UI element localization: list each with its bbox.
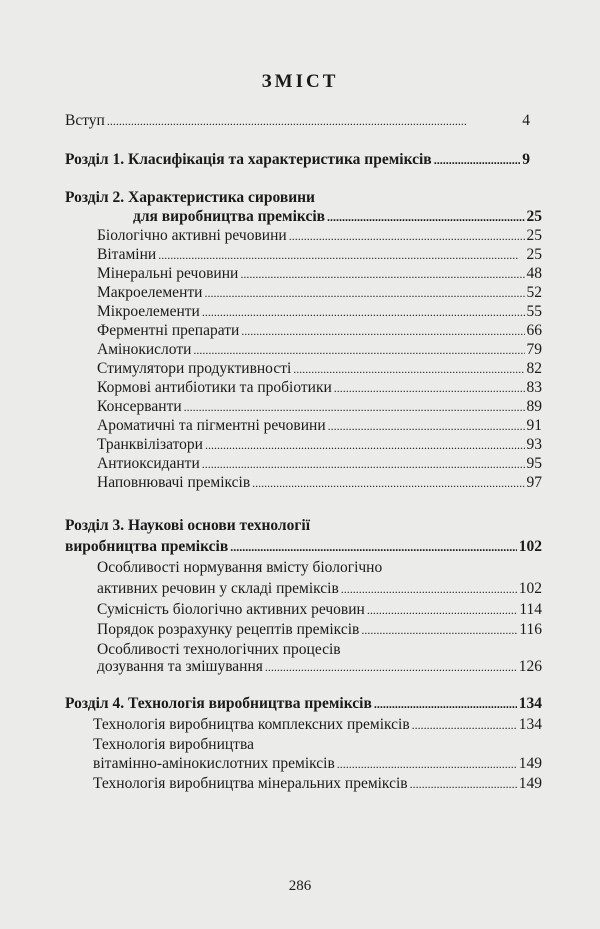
toc-subentry[interactable] (97, 321, 542, 341)
toc-page-number: 91 (526, 417, 542, 434)
toc-entry-label: Ароматичні та пігментні речовини (97, 417, 326, 434)
toc-entry-label: активних речовин у складі преміксів (97, 580, 339, 597)
toc-subentry[interactable] (97, 454, 542, 474)
leader-dots (327, 207, 524, 227)
toc-entry-label: Транквілізатори (97, 436, 203, 453)
toc-subentry[interactable] (97, 226, 542, 246)
toc-entry-section-4[interactable] (65, 694, 542, 714)
toc-subentry[interactable] (97, 579, 542, 599)
leader-dots (374, 694, 517, 714)
toc-page-number: 134 (518, 716, 542, 733)
toc-entry-label: дозування та змішування (97, 658, 263, 675)
toc-title: ЗМІСТ (261, 71, 339, 92)
toc-subentry[interactable] (97, 264, 542, 284)
toc-entry-label: Амінокислоти (97, 341, 192, 358)
toc-subentry[interactable] (97, 473, 542, 493)
leader-dots (252, 473, 524, 493)
leader-dots (367, 600, 518, 620)
leader-dots (204, 283, 524, 303)
toc-entry-label: Розділ 4. Технологія виробництва преміксів (65, 695, 372, 712)
toc-entry-label: Технологія виробництва мінеральних преміксів (93, 775, 408, 792)
toc-subentry[interactable] (97, 378, 542, 398)
toc-page-number: 102 (518, 580, 542, 597)
toc-page-number: 134 (518, 695, 542, 712)
toc-entry-label: Сумісність біологічно активних речовин (97, 601, 365, 618)
toc-page-number: 126 (518, 658, 542, 675)
leader-dots (361, 620, 517, 640)
toc-entry-label: Кормові антибіотики та пробіотики (97, 379, 332, 396)
toc-subentry[interactable] (97, 435, 542, 455)
toc-page-number: 116 (519, 621, 542, 638)
toc-entry-label: Вступ (65, 112, 105, 129)
leader-dots (412, 715, 517, 735)
leader-dots (193, 340, 524, 360)
toc-entry-label: вітамінно-амінокислотних преміксів (93, 755, 335, 772)
page-number: 286 (288, 878, 312, 894)
toc-entry-label: Вітаміни (97, 246, 157, 263)
toc-subentry-line1: Особливості нормування вмісту біологічно (97, 559, 383, 576)
toc-page-number: 149 (518, 775, 542, 792)
toc-subentry[interactable] (93, 715, 542, 735)
leader-dots (230, 537, 517, 557)
leader-dots (202, 302, 525, 322)
leader-dots (328, 416, 525, 436)
leader-dots (337, 754, 517, 774)
leader-dots (265, 657, 517, 677)
toc-entry-label: Біологічно активні речовини (97, 227, 287, 244)
toc-page-number: 97 (526, 474, 542, 491)
toc-entry-section-2[interactable] (133, 207, 542, 227)
toc-page-number: 89 (526, 398, 542, 415)
toc-page-number: 149 (518, 755, 542, 772)
toc-entry-label: Консерванти (97, 398, 182, 415)
toc-entry-label: Стимулятори продуктивності (97, 360, 292, 377)
leader-dots (410, 774, 517, 794)
toc-entry-label: Ферментні препарати (97, 322, 240, 339)
toc-page-number: 25 (526, 246, 542, 263)
toc-subentry[interactable] (93, 774, 542, 794)
toc-section-2-heading: Розділ 2. Характеристика сировини (65, 189, 315, 206)
toc-entry-label: Антиоксиданти (97, 455, 200, 472)
leader-dots (202, 454, 525, 474)
toc-page-number: 93 (526, 436, 542, 453)
toc-entry-label: виробництва преміксів (65, 538, 229, 555)
toc-page-number: 25 (526, 208, 542, 225)
toc-subentry[interactable] (97, 620, 542, 640)
toc-subentry-line1: Технологія виробництва (93, 736, 254, 753)
toc-subentry[interactable] (97, 359, 542, 379)
toc-entry-label: Макроелементи (97, 284, 203, 301)
toc-subentry[interactable] (97, 283, 542, 303)
toc-subentry-line1: Особливості технологічних процесів (97, 641, 341, 658)
leader-dots (158, 245, 524, 265)
toc-page-number: 114 (519, 601, 542, 618)
toc-page-number: 102 (518, 538, 542, 555)
leader-dots (289, 226, 525, 246)
leader-dots (434, 150, 521, 170)
toc-subentry[interactable] (97, 657, 542, 677)
toc-page-number: 95 (526, 455, 542, 472)
toc-page-number: 52 (526, 284, 542, 301)
toc-entry-label: Мінеральні речовини (97, 265, 239, 282)
toc-section-3-heading: Розділ 3. Наукові основи технології (65, 517, 311, 534)
toc-page-number: 83 (526, 379, 542, 396)
leader-dots (293, 359, 524, 379)
toc-subentry[interactable] (97, 397, 542, 417)
toc-entry-label: Розділ 1. Класифікація та характеристика преміксів (65, 151, 432, 168)
leader-dots (205, 435, 525, 455)
toc-entry-label: Наповнювачі преміксів (97, 474, 251, 491)
toc-page-number: 9 (522, 151, 530, 168)
toc-page-number: 79 (526, 341, 542, 358)
toc-subentry[interactable] (97, 416, 542, 436)
toc-entry-label: Технологія виробництва комплексних преміксів (93, 716, 410, 733)
toc-page-number: 25 (526, 227, 542, 244)
toc-entry-label: для виробництва преміксів (133, 208, 326, 225)
leader-dots (341, 579, 517, 599)
leader-dots (241, 321, 524, 341)
toc-subentry[interactable] (97, 600, 542, 620)
toc-page-number: 66 (526, 322, 542, 339)
toc-page-number: 82 (526, 360, 542, 377)
toc-subentry[interactable] (97, 340, 542, 360)
leader-dots (184, 397, 525, 417)
toc-entry-section-1[interactable] (65, 150, 530, 170)
leader-dots (334, 378, 525, 398)
toc-subentry[interactable] (93, 754, 542, 774)
toc-page-number: 55 (526, 303, 542, 320)
toc-entry-label: Порядок розрахунку рецептів преміксів (97, 621, 360, 638)
toc-subentry[interactable] (97, 302, 542, 322)
leader-dots (240, 264, 524, 284)
leader-dots (107, 111, 520, 131)
toc-entry-label: Мікроелементи (97, 303, 200, 320)
toc-entry-section-3[interactable] (65, 537, 542, 557)
toc-subentry[interactable] (97, 245, 542, 265)
toc-page-number: 4 (522, 112, 530, 129)
toc-entry-intro[interactable] (65, 111, 530, 131)
toc-page-number: 48 (526, 265, 542, 282)
